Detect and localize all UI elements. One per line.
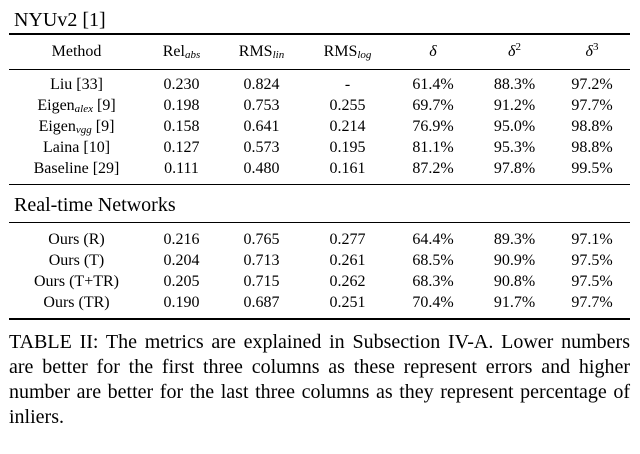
header-rms-log: [304, 35, 391, 69]
value-cell: 70.4%: [412, 294, 454, 311]
value-cell: 0.205: [163, 273, 200, 290]
header-delta2-base: δ: [508, 43, 516, 60]
value-cell: 0.824: [243, 76, 280, 93]
value-cell: 0.190: [163, 294, 200, 311]
header-delta3-sup: 3: [592, 41, 599, 53]
header-rule: [9, 69, 630, 70]
header-rmslog-base: RMS: [323, 43, 358, 60]
value-cell: 97.2%: [571, 76, 613, 93]
table-row: [9, 250, 630, 271]
value-cell: 0.251: [329, 294, 366, 311]
value-cell: 98.8%: [571, 118, 613, 135]
header-delta2-sup: 2: [515, 41, 521, 53]
value-cell: 69.7%: [412, 97, 454, 114]
header-rel-abs: [144, 35, 219, 69]
method-suffix: [9]: [91, 118, 115, 135]
value-cell: 81.1%: [412, 139, 454, 156]
value-cell: 0.262: [329, 273, 366, 290]
method-suffix: [9]: [93, 97, 116, 114]
value-cell: 0.158: [163, 118, 200, 135]
value-cell: 0.216: [163, 231, 200, 248]
realtime-results-table: [9, 229, 630, 313]
value-cell: 76.9%: [412, 118, 454, 135]
realtime-section-title: Real-time Networks: [14, 194, 176, 216]
value-cell: 68.5%: [412, 252, 454, 269]
value-cell: 0.230: [163, 76, 200, 93]
value-cell: 0.753: [243, 97, 280, 114]
realtime-body: [9, 229, 630, 313]
value-cell: 91.7%: [493, 294, 536, 311]
value-cell: 0.198: [163, 97, 200, 114]
header-rmslog-sub: log: [357, 49, 372, 61]
value-cell: 90.9%: [493, 252, 536, 269]
value-cell: 97.5%: [571, 252, 613, 269]
bottom-rule: [9, 318, 630, 320]
value-cell: 97.8%: [493, 160, 536, 177]
table-row: [9, 74, 630, 95]
value-cell: 0.204: [163, 252, 200, 269]
header-rmslin-sub: lin: [272, 49, 285, 61]
table-row: [9, 116, 630, 137]
value-cell: 88.3%: [493, 76, 536, 93]
header-method: Method: [51, 43, 102, 60]
value-cell: 0.255: [329, 97, 366, 114]
header-delta-cubed: [554, 35, 630, 69]
value-cell: 0.214: [329, 118, 366, 135]
nyu-results-table: [9, 35, 630, 69]
method-cell: Baseline [29]: [33, 160, 120, 177]
table-caption: TABLE II: The metrics are explained in Subsection IV-A. Lower numbers are better for the first three columns as these represent errors and higher number are better for the last three columns as they represent percentage of inliers.: [9, 331, 630, 428]
value-cell: 0.161: [329, 160, 366, 177]
value-cell: 97.1%: [571, 231, 613, 248]
value-cell: -: [344, 76, 351, 93]
method-sub: vgg: [75, 124, 92, 136]
value-cell: 0.715: [243, 273, 280, 290]
header-rel-base: Rel: [162, 43, 185, 60]
value-cell: 97.7%: [571, 97, 613, 114]
value-cell: 95.0%: [493, 118, 536, 135]
nyu-body: [9, 74, 630, 179]
value-cell: 0.111: [164, 160, 199, 177]
method-sub: alex: [74, 103, 93, 115]
value-cell: 0.480: [243, 160, 280, 177]
header-row: [9, 35, 630, 69]
value-cell: 0.277: [329, 231, 366, 248]
dataset-title: NYUv2 [1]: [14, 9, 106, 31]
value-cell: 68.3%: [412, 273, 454, 290]
value-cell: 89.3%: [493, 231, 536, 248]
section-rule: [9, 184, 630, 185]
value-cell: 0.573: [243, 139, 280, 156]
header-rel-sub: abs: [184, 49, 201, 61]
table-row: [9, 95, 630, 116]
value-cell: 64.4%: [412, 231, 454, 248]
method-cell: Ours (R): [48, 231, 105, 248]
table-row: [9, 137, 630, 158]
table-row: [9, 229, 630, 250]
header-delta-symbol: δ: [429, 43, 437, 60]
header-rms-lin: [219, 35, 304, 69]
method-cell: Liu [33]: [50, 76, 103, 93]
value-cell: 95.3%: [493, 139, 536, 156]
value-cell: 91.2%: [493, 97, 536, 114]
value-cell: 0.765: [243, 231, 280, 248]
method-cell: [9, 116, 144, 137]
method-base: Eigen: [37, 97, 75, 114]
header-delta-squared: [475, 35, 554, 69]
value-cell: 99.5%: [571, 160, 613, 177]
method-cell: [9, 95, 144, 116]
value-cell: 0.127: [163, 139, 200, 156]
value-cell: 0.713: [243, 252, 280, 269]
nyu-body-table: [9, 74, 630, 179]
value-cell: 0.261: [329, 252, 366, 269]
method-cell: Laina [10]: [42, 139, 111, 156]
value-cell: 61.4%: [412, 76, 454, 93]
header-delta: [391, 35, 475, 69]
value-cell: 97.5%: [571, 273, 613, 290]
table-row: [9, 292, 630, 313]
value-cell: 0.641: [243, 118, 280, 135]
value-cell: 90.8%: [493, 273, 536, 290]
value-cell: 0.195: [329, 139, 366, 156]
method-cell: Ours (TR): [43, 294, 110, 311]
value-cell: 98.8%: [571, 139, 613, 156]
method-base: Eigen: [38, 118, 76, 135]
method-cell: Ours (T+TR): [33, 273, 119, 290]
method-cell: Ours (T): [48, 252, 105, 269]
value-cell: 87.2%: [412, 160, 454, 177]
value-cell: 0.687: [243, 294, 280, 311]
header-delta3-base: δ: [585, 43, 593, 60]
header-rmslin-base: RMS: [238, 43, 273, 60]
table-row: [9, 271, 630, 292]
value-cell: 97.7%: [571, 294, 613, 311]
realtime-rule: [9, 222, 630, 223]
table-row: [9, 158, 630, 179]
